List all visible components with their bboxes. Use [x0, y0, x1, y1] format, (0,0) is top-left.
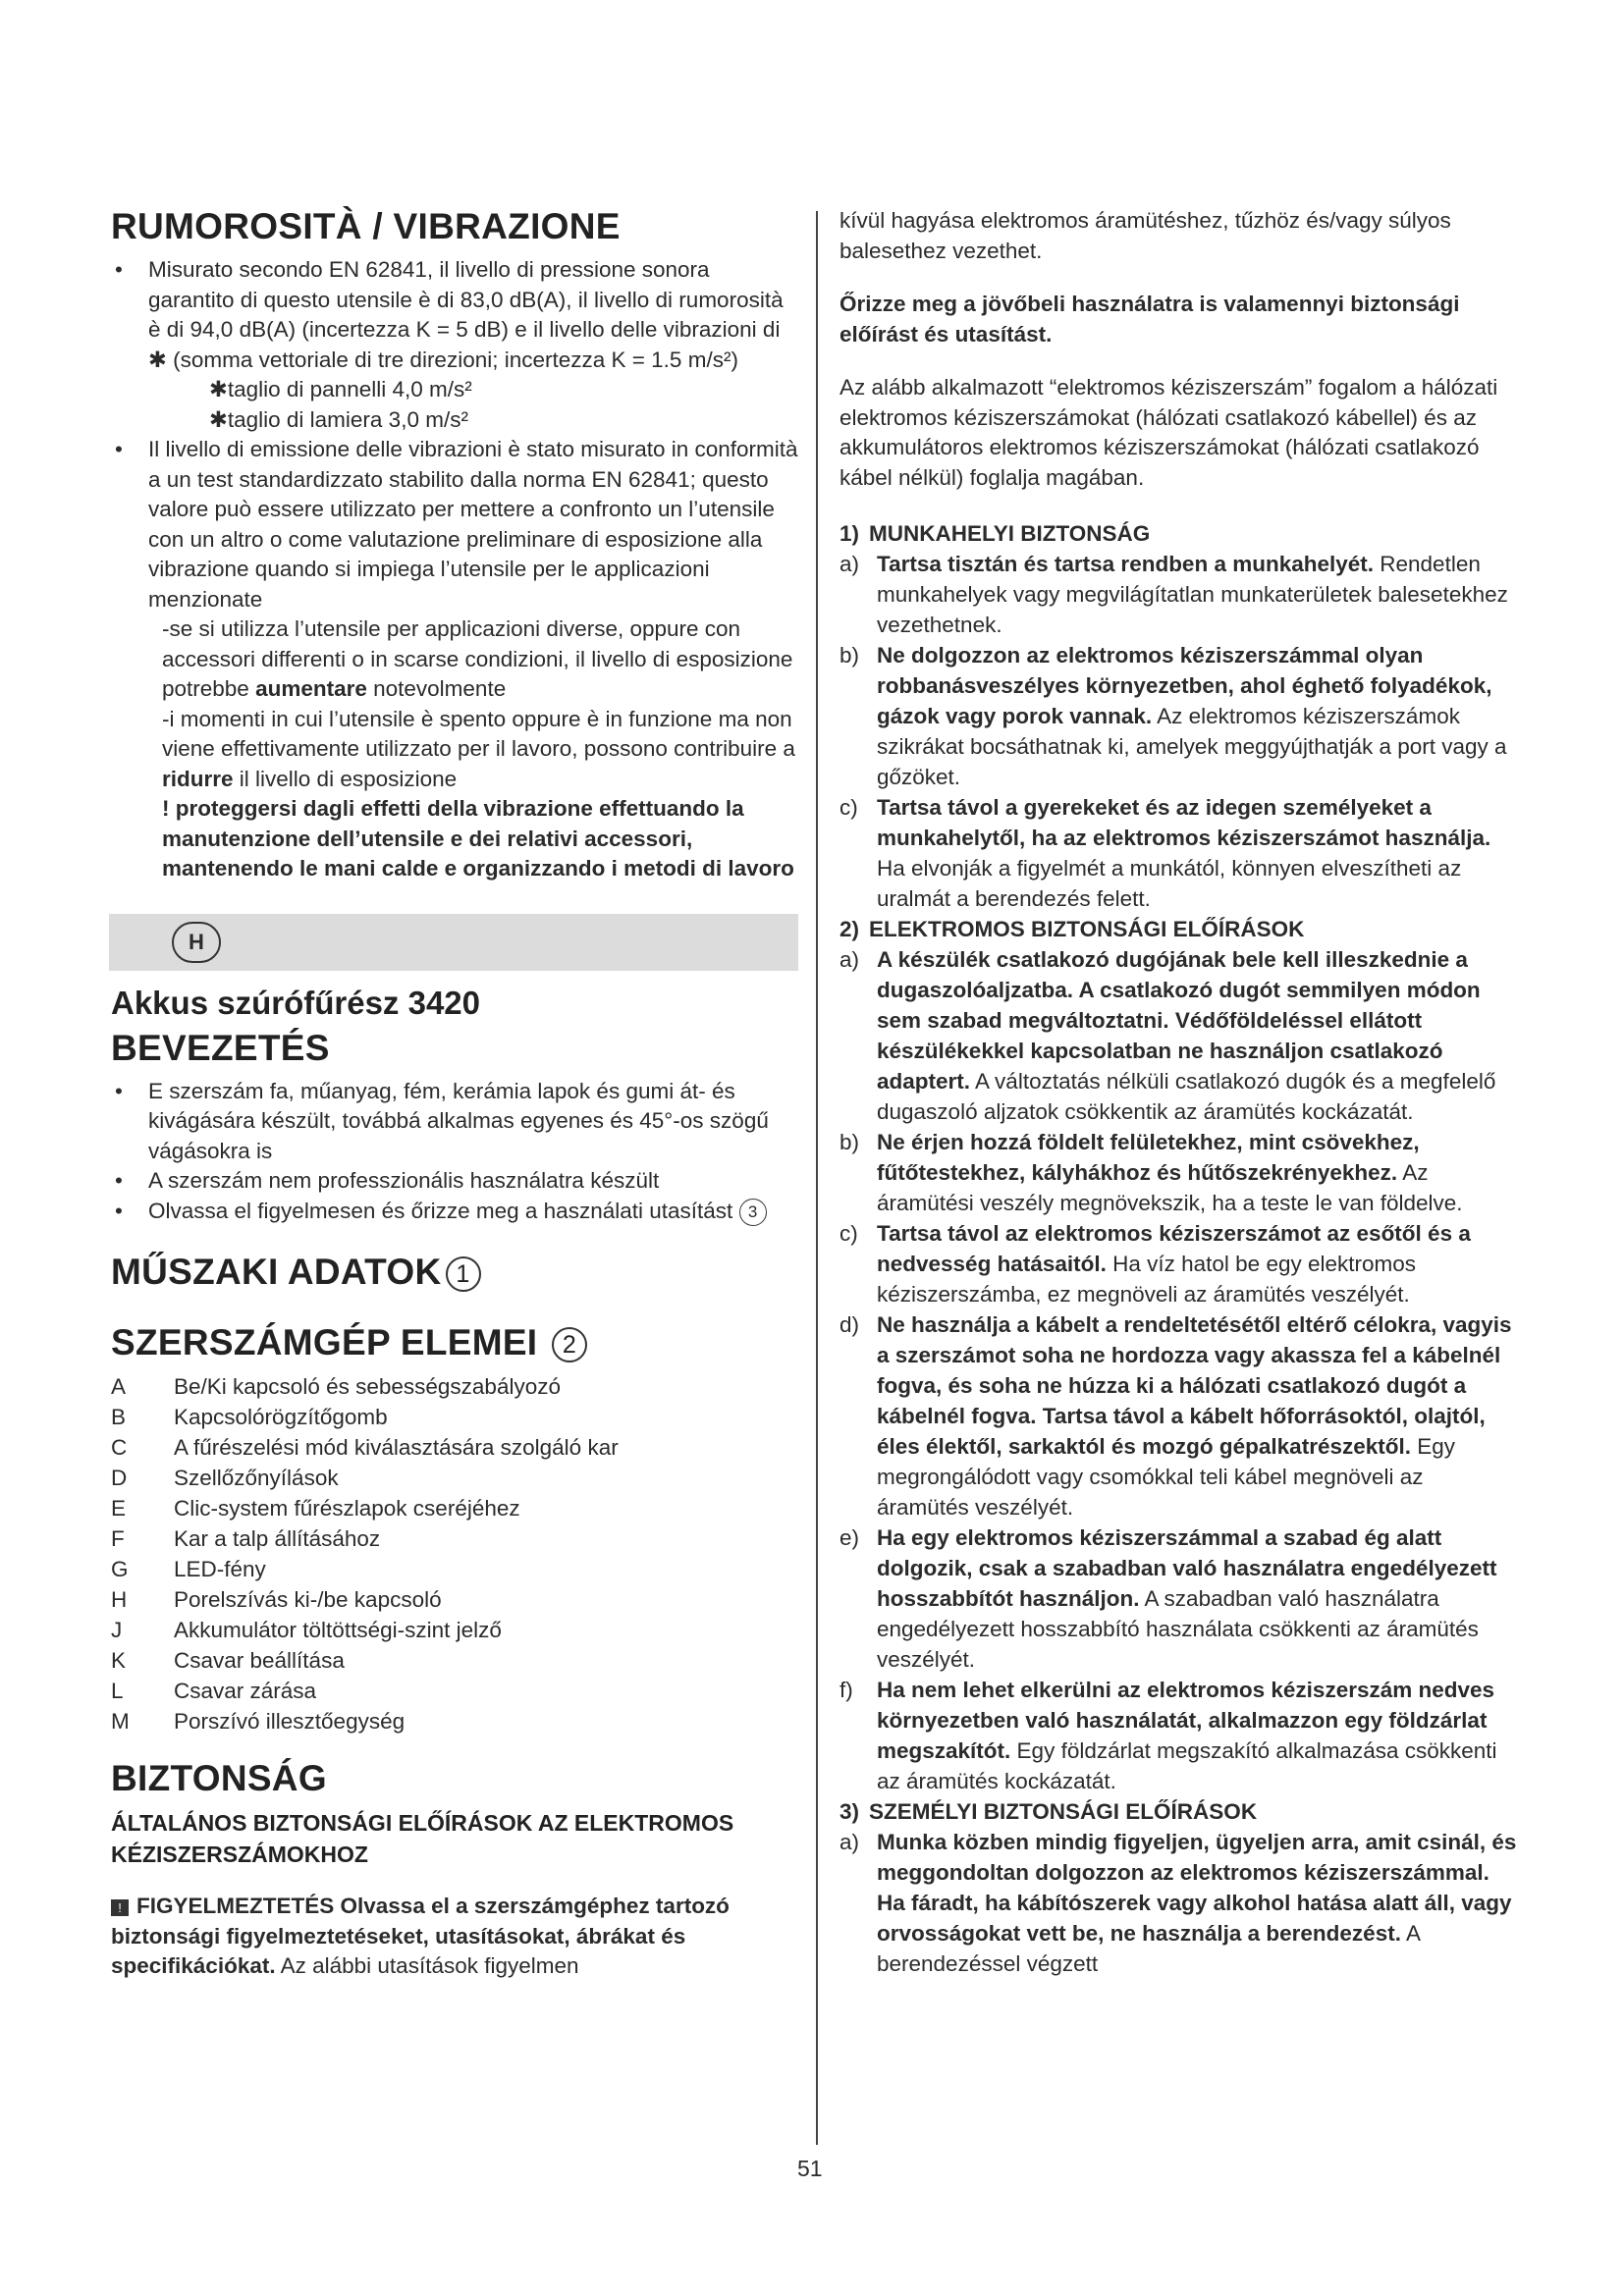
- part-label: Kapcsolórögzítőgomb: [174, 1405, 388, 1429]
- figure-ref: 2: [552, 1327, 587, 1362]
- safety-warning: ! FIGYELMEZTETÉS Olvassa el a szerszámgéphez tartozó biztonsági figyelmeztetéseket, utasításokat, ábrákat és specifikációkat. Az alábbi utasítások figyelmen: [111, 1894, 730, 1978]
- vibration-note-1: -se si utilizza l’utensile per applicazioni diverse, oppure con accessori differenti o in scarse condizioni, il livello di esposizione potrebbe aumentare notevolmente: [162, 616, 793, 701]
- intro-heading: BEVEZETÉS: [111, 1027, 330, 1068]
- parts-list-item: [111, 1523, 798, 1554]
- safety-sections: [839, 518, 1517, 1979]
- part-label: A fűrészelési mód kiválasztására szolgáló kar: [174, 1435, 619, 1460]
- panel-cut-value: ✱taglio di pannelli 4,0 m/s²: [209, 377, 472, 401]
- section-items: [839, 1827, 1517, 1979]
- list-item: a) A készülék csatlakozó dugójának bele kell illeszkednie a dugaszolóaljzatba. A csatlakozó dugót semmilyen módon sem szabad megváltoztatni. Védőföldeléssel ellátott készülékekkel kapcsolatban ne használjon csatlakozó adaptert. A változtatás nélküli csatlakozó dugók és a megfelelő dugaszoló aljzatok csökkentik az áramütés kockázatát.: [839, 947, 1496, 1124]
- figure-ref: 1: [446, 1256, 481, 1292]
- parts-list-item: [111, 1706, 798, 1736]
- section-items: [839, 549, 1517, 914]
- left-column: [111, 206, 798, 1982]
- part-key: M: [111, 1709, 130, 1734]
- keep-instructions: Őrizze meg a jövőbeli használatra is valamennyi biztonsági előírást és utasítást.: [839, 292, 1460, 347]
- part-key: F: [111, 1526, 125, 1551]
- column-divider: [816, 211, 818, 2145]
- part-key: K: [111, 1648, 127, 1673]
- definition-text: Az alább alkalmazott “elektromos kéziszerszám” fogalom a hálózati elektromos kéziszerszámokat (hálózati csatlakozó kábellel) és az akkumulátoros elektromos kéziszerszámokat (hálózati csatlakozó kábel nélkül) foglalja magában.: [839, 375, 1498, 490]
- section-heading: 1) MUNKAHELYI BIZTONSÁG: [839, 521, 1151, 546]
- noise-vibration-heading: RUMOROSITÀ / VIBRAZIONE: [111, 206, 621, 246]
- warning-icon: !: [111, 1899, 129, 1916]
- part-label: LED-fény: [174, 1557, 266, 1581]
- parts-list-item: [111, 1645, 798, 1676]
- part-label: Porelszívás ki-/be kapcsoló: [174, 1587, 442, 1612]
- part-key: A: [111, 1374, 127, 1399]
- part-label: Csavar beállítása: [174, 1648, 345, 1673]
- noise-bullet: • Misurato secondo EN 62841, il livello di pressione sonora garantito di questo utensile è di 83,0 dB(A), il livello di rumorosità è di 94,0 dB(A) (incertezza K = 5 dB) e il livello delle vibrazioni di ✱ (somma vettoriale di tre direzioni; incertezza K = 1.5 m/s²) ✱taglio di pannelli 4,0 m/s² ✱taglio di lamiera 3,0 m/s²: [111, 255, 798, 435]
- part-key: H: [111, 1587, 128, 1612]
- language-section-bar: [109, 914, 798, 971]
- vibration-warning: ! proteggersi dagli effetti della vibrazione effettuando la manutenzione dell’utensile e dei relativi accessori, mantenendo le mani calde e organizzando i metodi di lavoro: [162, 796, 794, 881]
- vibration-note-2: -i momenti in cui l’utensile è spento oppure è in funzione ma non viene effettivamente utilizzato per il lavoro, possono contribuire a ridurre il livello di esposizione: [162, 706, 795, 791]
- safety-heading: BIZTONSÁG: [111, 1758, 327, 1798]
- part-key: L: [111, 1679, 124, 1703]
- figure-ref: 3: [739, 1199, 767, 1226]
- list-item: c) Tartsa távol az elektromos kéziszerszámot az esőtől és a nedvesség hatásaitól. Ha víz hatol be egy elektromos kéziszerszámba, ez megnöveli az áramütés veszélyét.: [839, 1221, 1471, 1307]
- vibration-bullet: • Il livello di emissione delle vibrazioni è stato misurato in conformità a un test standardizzato stabilito dalla norma EN 62841; questo valore può essere utilizzato per mettere a confronto un l’utensile con un altro o come valutazione preliminare di esposizione alla vibrazione quando si impiega l’utensile per le applicazioni menzionate -se si utilizza l’utensile per applicazioni diverse, oppure con accessori differenti o in scarse condizioni, il livello di esposizione potrebbe aumentare notevolmente -i momenti in cui l’utensile è spento oppure è in funzione ma non viene effettivamente utilizzato per il lavoro, possono contribuire a ridurre il livello di esposizione ! proteggersi dagli effetti della vibrazione effettuando la manutenzione dell’utensile e dei relativi accessori, mantenendo le mani calde e organizzando i metodi di lavoro: [111, 435, 798, 884]
- list-item: f) Ha nem lehet elkerülni az elektromos kéziszerszám nedves környezetben való használatát, alkalmazzon egy földzárlat megszakítót. Egy földzárlat megszakító alkalmazása csökkenti az áramütés kockázatát.: [839, 1678, 1497, 1793]
- page-number: 51: [797, 2156, 823, 2181]
- part-label: Csavar zárása: [174, 1679, 317, 1703]
- parts-heading: SZERSZÁMGÉP ELEMEI 2: [111, 1322, 798, 1363]
- parts-list: [111, 1371, 798, 1736]
- parts-list-item: [111, 1493, 798, 1523]
- part-key: B: [111, 1405, 127, 1429]
- parts-list-item: [111, 1371, 798, 1402]
- safety-subtitle: ÁLTALÁNOS BIZTONSÁGI ELŐÍRÁSOK AZ ELEKTROMOS KÉZISZERSZÁMOKHOZ: [111, 1810, 734, 1867]
- continued-text: kívül hagyása elektromos áramütéshez, tűzhöz és/vagy súlyos balesethez vezethet.: [839, 208, 1451, 263]
- section-items: [839, 944, 1517, 1796]
- part-label: Be/Ki kapcsoló és sebességszabályozó: [174, 1374, 561, 1399]
- right-column: [839, 206, 1517, 1979]
- part-label: Porszívó illesztőegység: [174, 1709, 406, 1734]
- parts-list-item: [111, 1402, 798, 1432]
- part-label: Akkumulátor töltöttségi-szint jelző: [174, 1618, 502, 1642]
- part-key: C: [111, 1435, 128, 1460]
- specs-heading: MŰSZAKI ADATOK 1: [111, 1252, 798, 1293]
- product-title: Akkus szúrófűrész 3420: [111, 984, 481, 1021]
- list-item: d) Ne használja a kábelt a rendeltetésétől eltérő célokra, vagyis a szerszámot soha ne hordozza vagy akassza fel a kábelnél fogva, és soha ne húzza ki a hálózati csatlakozó dugót a kábelnél fogva. Tartsa távol a kábelt hőforrásoktól, olajtól, éles élektől, sarkaktól és mozgó gépalkatrészektől. Egy megrongálódott vagy csomókkal teli kábel megnöveli az áramütés veszélyét.: [839, 1312, 1512, 1520]
- sheet-cut-value: ✱taglio di lamiera 3,0 m/s²: [209, 406, 468, 432]
- parts-list-item: [111, 1676, 798, 1706]
- parts-list-item: [111, 1463, 798, 1493]
- list-item: b) Ne érjen hozzá földelt felületekhez, mint csövekhez, fűtőtestekhez, kályhákhoz és hűtőszekrényekhez. Az áramütési veszély megnövekszik, ha a teste le van földelve.: [839, 1130, 1463, 1215]
- part-key: D: [111, 1466, 128, 1490]
- noise-bullets: [111, 255, 798, 884]
- parts-list-item: [111, 1584, 798, 1615]
- list-item: b) Ne dolgozzon az elektromos kéziszerszámmal olyan robbanásveszélyes környezetben, ahol éghető folyadékok, gázok vagy porok vannak. Az elektromos kéziszerszámok szikrákat bocsáthatnak ki, amelyek meggyújthatják a port vagy a gőzöket.: [839, 643, 1507, 789]
- part-key: G: [111, 1557, 129, 1581]
- part-label: Szellőzőnyílások: [174, 1466, 339, 1490]
- parts-list-item: [111, 1554, 798, 1584]
- list-item: c) Tartsa távol a gyerekeket és az idegen személyeket a munkahelytől, ha az elektromos kéziszerszámot használja. Ha elvonják a figyelmét a munkától, könnyen elveszítheti az uralmát a berendezés felett.: [839, 795, 1491, 911]
- parts-list-item: [111, 1615, 798, 1645]
- list-item: • A szerszám nem professzionális használatra készült: [111, 1166, 798, 1197]
- list-item: • Olvassa el figyelmesen és őrizze meg a használati utasítást 3: [111, 1197, 798, 1227]
- list-item: a) Tartsa tisztán és tartsa rendben a munkahelyét. Rendetlen munkahelyek vagy megvilágítatlan munkaterületek balesetekhez vezethetnek.: [839, 552, 1508, 637]
- list-item: a) Munka közben mindig figyeljen, ügyeljen arra, amit csinál, és meggondoltan dolgozzon az elektromos kéziszerszámmal. Ha fáradt, ha kábítószerek vagy alkohol hatása alatt áll, vagy orvosságokat vett be, ne használja a berendezést. A berendezéssel végzett: [839, 1830, 1517, 1976]
- parts-list-item: [111, 1432, 798, 1463]
- part-key: J: [111, 1618, 123, 1642]
- language-badge: H: [172, 922, 221, 963]
- part-key: E: [111, 1496, 127, 1521]
- part-label: Kar a talp állításához: [174, 1526, 381, 1551]
- section-heading: 2) ELEKTROMOS BIZTONSÁGI ELŐÍRÁSOK: [839, 917, 1305, 941]
- part-label: Clic-system fűrészlapok cseréjéhez: [174, 1496, 520, 1521]
- list-item: e) Ha egy elektromos kéziszerszámmal a szabad ég alatt dolgozik, csak a szabadban való használatra engedélyezett hosszabbítót használjon. A szabadban való használatra engedélyezett hosszabbító használata csökkenti az áramütés veszélyét.: [839, 1525, 1497, 1672]
- intro-bullets: [111, 1077, 798, 1227]
- list-item: • E szerszám fa, műanyag, fém, kerámia lapok és gumi át- és kivágására készült, továbbá alkalmas egyenes és 45°-os szögű vágásokra is: [111, 1077, 798, 1167]
- section-heading: 3) SZEMÉLYI BIZTONSÁGI ELŐÍRÁSOK: [839, 1799, 1258, 1824]
